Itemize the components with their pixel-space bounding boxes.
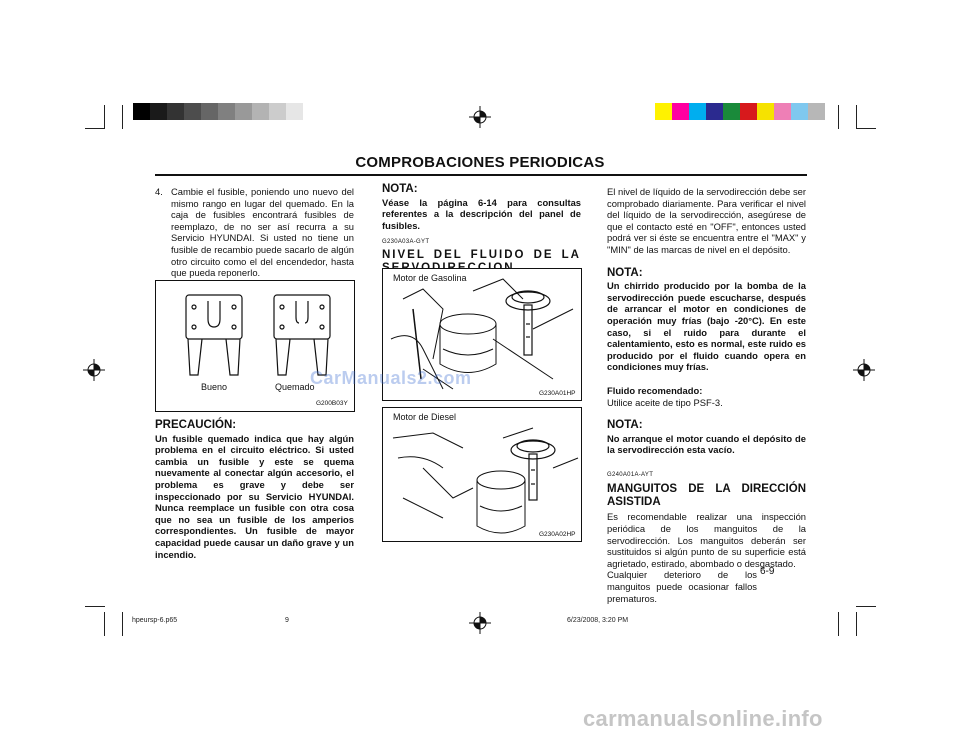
section-title-2: MANGUITOS DE LA DIRECCIÓN ASISTIDA (607, 483, 806, 509)
color-swatch (774, 103, 791, 120)
section-text-2: Cualquier deterioro de los manguitos puede ocasionar fallos prematuros. (607, 569, 757, 604)
watermark-center: CarManuals2.com (310, 368, 472, 388)
caution-text: Un fusible quemado indica que hay algún problema en el circuito eléctrico. Si usted cambia un fusible y este se quema nuevamente al conectar algún accesorio, el problema es grave y debe ser inspeccionado por su Servicio HYUNDAI. Nunca reemplace un fusible con otra cosa que no sea un fusible de los amperios correspondientes. Un fusible de mayor capacidad puede causar un daño grave y un incendio. (155, 432, 354, 560)
crop-mark (856, 128, 876, 129)
column-left (155, 186, 354, 279)
color-swatch (791, 103, 808, 120)
registration-target-icon (469, 106, 491, 128)
diesel-reservoir-illustration (383, 408, 581, 541)
nota2-text: No arranque el motor cuando el depósito de la servodirección esta vacío. (607, 432, 806, 456)
gray-swatch (167, 103, 184, 120)
gasoline-code: G230A01HP (539, 390, 576, 397)
gray-swatch (218, 103, 235, 120)
nota1-heading: NOTA: (607, 266, 643, 279)
diesel-label: Motor de Diesel (393, 412, 457, 422)
caution-block (155, 420, 354, 560)
blown-fuse-icon (274, 295, 330, 375)
color-swatch (655, 103, 672, 120)
good-fuse-icon (186, 295, 242, 375)
figure-code: G200B03Y (316, 400, 348, 407)
crop-mark (856, 606, 876, 607)
crop-mark (122, 612, 123, 636)
footer-page: 9 (285, 617, 289, 624)
nota-heading: NOTA: (382, 183, 418, 195)
watermark-bottom: carmanualsonline.info (583, 706, 823, 731)
gray-swatch (235, 103, 252, 120)
section-code: G230A03A-GYT (382, 239, 430, 246)
registration-target-icon (469, 612, 491, 634)
reservoir-cap-icon (511, 440, 555, 500)
gray-swatch (269, 103, 286, 120)
crop-mark (104, 105, 105, 129)
crop-mark (85, 606, 105, 607)
section-title: NIVEL DEL FLUIDO DE LA (382, 248, 581, 261)
color-swatch (706, 103, 723, 120)
gray-swatch (133, 103, 150, 120)
reservoir-cap-icon (506, 291, 550, 355)
color-swatch (757, 103, 774, 120)
nota2-heading: NOTA: (607, 419, 643, 432)
title-rule (155, 174, 807, 176)
color-swatch (740, 103, 757, 120)
step-item (155, 186, 354, 279)
registration-target-icon (83, 359, 105, 381)
gray-swatch (184, 103, 201, 120)
registration-target-icon (853, 359, 875, 381)
diesel-engine-figure (382, 407, 582, 542)
caution-heading: PRECAUCIÓN: (155, 419, 237, 431)
footer-timestamp: 6/23/2008, 3:20 PM (567, 617, 629, 624)
grayscale-calibration-strip (133, 103, 303, 120)
step-text: Cambie el fusible, poniendo uno nuevo del mismo rango en lugar del quemado. En la caja de fusibles encontrará fusibles de reemplazo, de no ser así recurra a su Servicio HYUNDAI. Si usted no tiene un fusible de recambio puede sacarlo de algún otro circuito como el del encendedor, hasta que pueda reponerlo. (171, 186, 354, 279)
color-calibration-strip (655, 103, 825, 120)
crop-mark (856, 105, 857, 129)
crop-mark (838, 612, 839, 636)
page-number: 6-9 (760, 566, 775, 577)
section-text-1: Es recomendable realizar una inspección periódica de los manguitos de la servodirección. Los manguitos deberán ser sustituidos si algún punto de su superficie está agrietado, estirado, abombado o desgastado. (607, 511, 806, 569)
gray-swatch (252, 103, 269, 120)
gray-swatch (150, 103, 167, 120)
section-code-2: G240A01A-AYT (607, 471, 654, 478)
column-middle (382, 184, 581, 275)
column-right (607, 186, 806, 604)
footer-file: hpeursp-6.p65 (132, 617, 178, 624)
gasoline-label: Motor de Gasolina (393, 273, 467, 283)
crop-mark (856, 612, 857, 636)
crop-mark (122, 105, 123, 129)
label-blown: Quemado (275, 382, 315, 392)
gray-swatch (201, 103, 218, 120)
label-good: Bueno (201, 382, 228, 392)
diesel-code: G230A02HP (539, 531, 576, 538)
color-swatch (808, 103, 825, 120)
fluid-heading: Fluido recomendado: (607, 384, 703, 396)
step-number: 4. (155, 186, 163, 197)
fluid-text: Utilice aceite de tipo PSF-3. (607, 396, 723, 408)
nota-text: Véase la página 6-14 para consultas referentes a la descripción del panel de fusibles. (382, 196, 581, 231)
color-swatch (689, 103, 706, 120)
crop-mark (104, 612, 105, 636)
fuse-illustration (156, 281, 354, 411)
color-swatch (723, 103, 740, 120)
gray-swatch (286, 103, 303, 120)
nota1-text: Un chirrido producido por la bomba de la servodirección puede escucharse, después de arrancar el motor en condiciones de operación muy frías (bajo -20°C). En este caso, si el ruido para durante el calentamiento, esto es normal, este ruido es producido por el fluido cuando opera en condiciones muy frías. (607, 280, 806, 373)
page-title: COMPROBACIONES PERIODICAS (355, 154, 605, 171)
crop-mark (85, 128, 105, 129)
crop-mark (838, 105, 839, 129)
color-swatch (672, 103, 689, 120)
intro-text: El nivel de líquido de la servodirección debe ser comprobado diariamente. Para verificar el nivel del líquido de la servodirección, asegúrese de que el contacto esté en "OFF", entonces usted podrá ver si éste se encuentra entre el "MAX" y "MIN" de las marcas de nivel en el depósito. (607, 186, 806, 255)
fuse-figure (155, 280, 355, 412)
